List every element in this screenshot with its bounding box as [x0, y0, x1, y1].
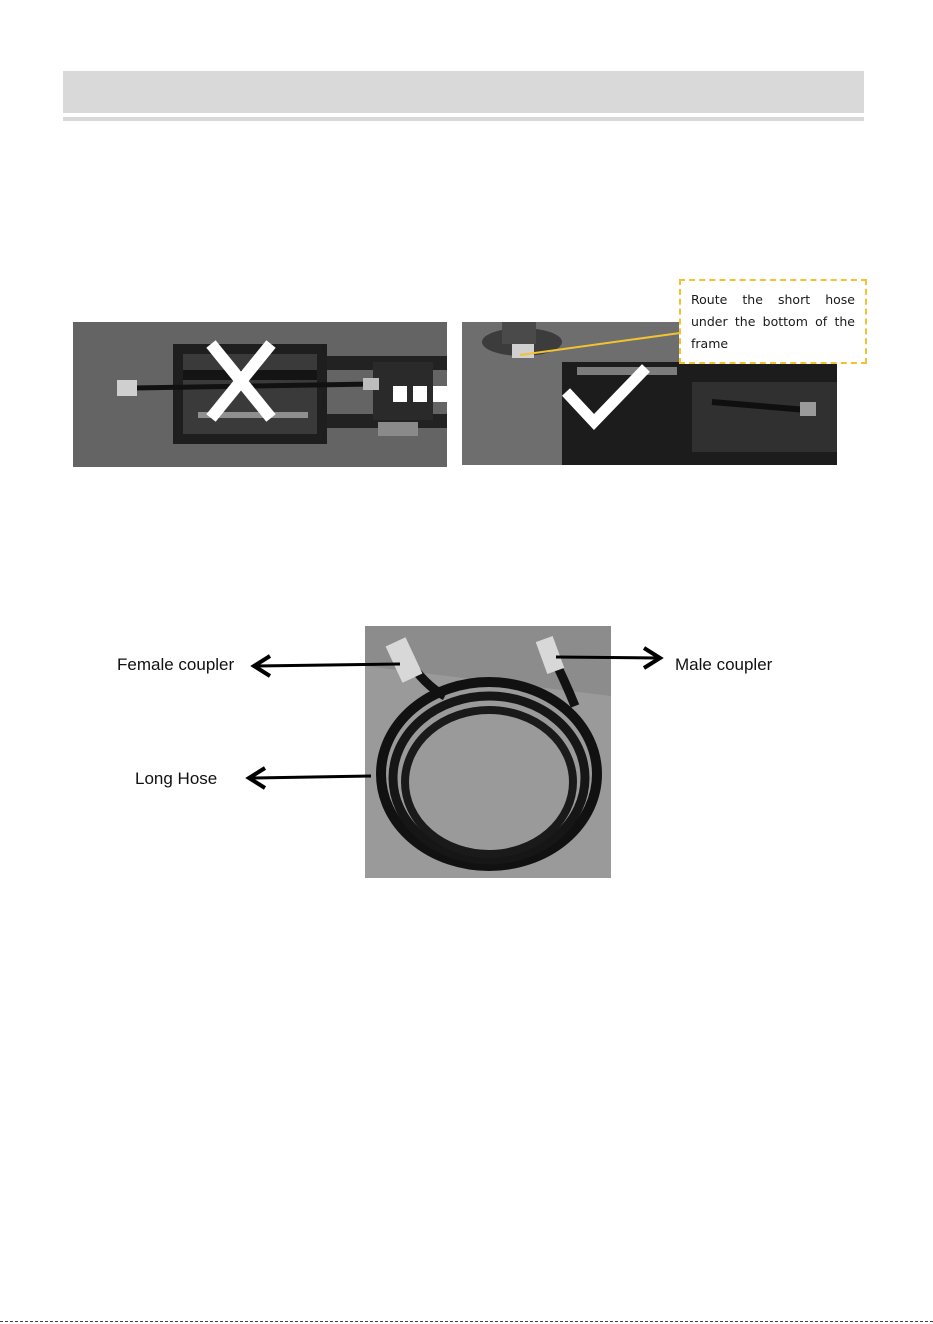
callout-text: Route the short hose under the bottom of the frame	[691, 292, 855, 351]
callout-leader-line	[520, 330, 682, 360]
male-coupler-arrow-icon	[556, 645, 666, 671]
photo-incorrect-routing	[73, 322, 447, 467]
section-header-band	[63, 71, 864, 113]
long-hose-label: Long Hose	[135, 769, 218, 788]
long-hose-arrow-icon	[243, 766, 371, 792]
female-coupler-arrow-icon	[248, 654, 400, 678]
callout-box	[679, 279, 867, 364]
photo-incorrect-routing-drawing	[73, 322, 447, 467]
male-coupler-label: Male coupler	[675, 655, 773, 674]
header-rule	[63, 117, 864, 121]
page-bottom-rule	[0, 1321, 933, 1322]
female-coupler-label: Female coupler	[117, 655, 235, 674]
